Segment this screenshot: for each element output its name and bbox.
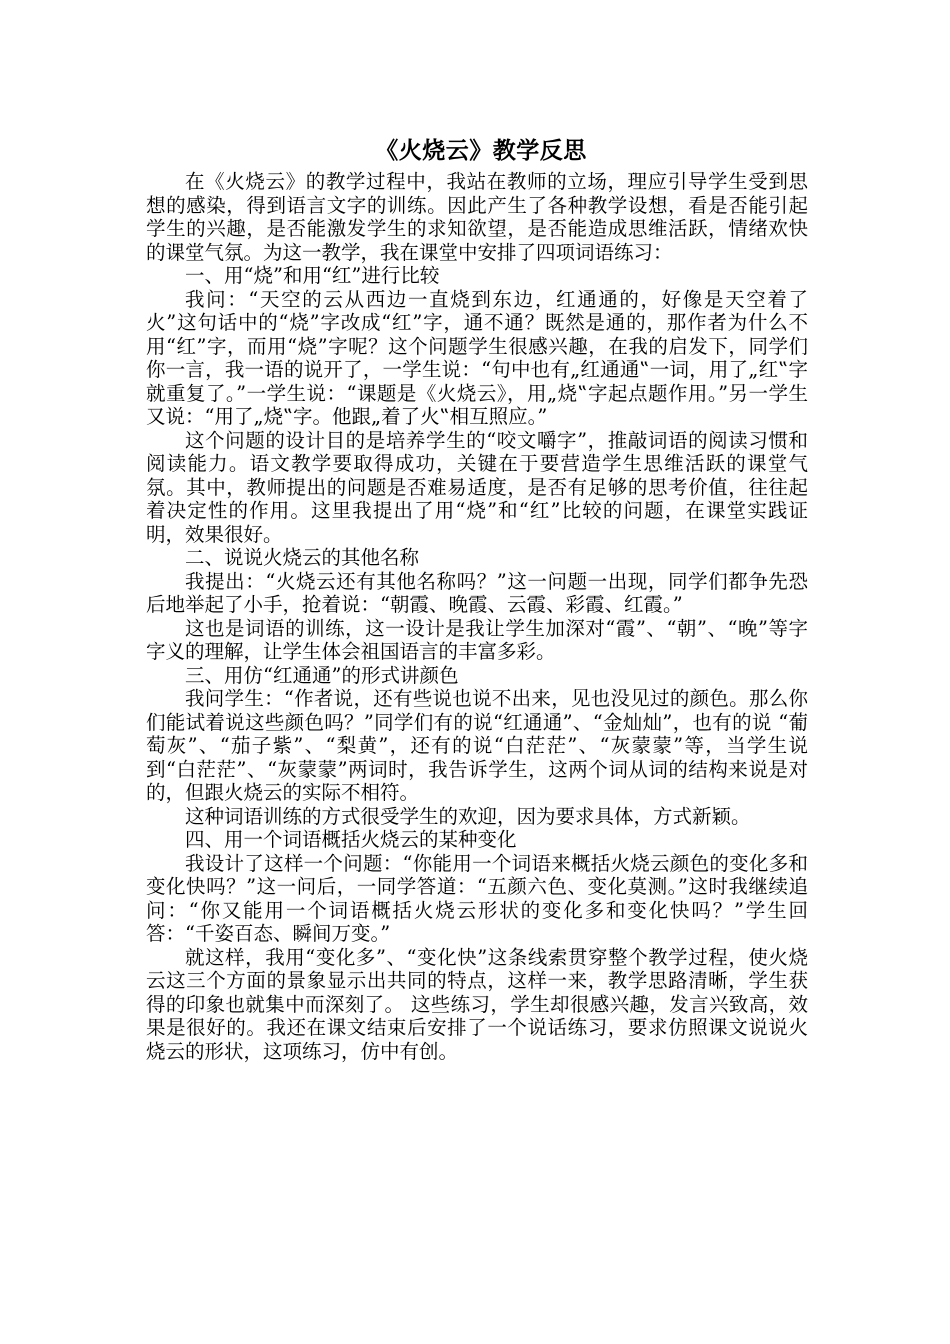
paragraph: 我问：“天空的云从西边一直烧到东边，红通通的，好像是天空着了火”这句话中的“烧”字改成“红”字，通不通？既然是通的，那作者为什么不用“红”字，而用“烧”字呢？这个问题学生很感兴趣，在我的启发下，同学们你一言，我一语的说开了，一学生说：“句中也有„红通通‟一词，用了„红‟字就重复了。”一学生说：“课题是《火烧云》，用„烧‟字起点题作用。”另一学生又说：“用了„烧‟字。他跟„着了火‟相互照应。”: [146, 287, 808, 428]
section-heading-4: 四、用一个词语概括火烧云的某种变化: [185, 828, 517, 851]
document-page: [146, 132, 808, 1063]
paragraph-intro: 在《火烧云》的教学过程中，我站在教师的立场，理应引导学生受到思想的感染，得到语言文字的训练。因此产生了各种教学设想，看是否能引起学生的兴趣，是否能激发学生的求知欲望，是否能造成思维活跃，情绪欢快的课堂气氛。为这一教学，我在课堂中安排了四项词语练习：: [146, 170, 808, 264]
paragraph: 我设计了这样一个问题：“你能用一个词语来概括火烧云颜色的变化多和变化快吗？”这一问后，一同学答道：“五颜六色、变化莫测。”这时我继续追问：“你又能用一个词语概括火烧云形状的变化多和变化快吗？”学生回答：“千姿百态、瞬间万变。”: [146, 851, 808, 945]
paragraph: 这种词语训练的方式很受学生的欢迎，因为要求具体，方式新颖。: [185, 804, 751, 828]
section-heading-2: 二、说说火烧云的其他名称: [185, 546, 420, 569]
paragraph-conclusion: 就这样，我用“变化多”、“变化快”这条线索贯穿整个教学过程，使火烧云这三个方面的景象显示出共同的特点，这样一来，教学思路清晰，学生获得的印象也就集中而深刻了。 这些练习，学生却很感兴趣，发言兴致高，效果是很好的。我还在课文结束后安排了一个说话练习，要求仿照课文说说火烧云的形状，这项练习，仿中有创。: [146, 945, 808, 1063]
paragraph: 这个问题的设计目的是培养学生的“咬文嚼字”，推敲词语的阅读习惯和阅读能力。语文教学要取得成功，关键在于要营造学生思维活跃的课堂气氛。其中，教师提出的问题是否难易适度，是否有足够的思考价值，往往起着决定性的作用。这里我提出了用“烧”和“红”比较的问题，在课堂实践证明，效果很好。: [146, 428, 808, 546]
paragraph: 我提出：“火烧云还有其他名称吗？”这一问题一出现，同学们都争先恐后地举起了小手，抢着说：“朝霞、晚霞、云霞、彩霞、红霞。”: [146, 569, 808, 616]
paragraph: 这也是词语的训练，这一设计是我让学生加深对“霞”、“朝”、“晚”等字字义的理解，让学生体会祖国语言的丰富多彩。: [146, 616, 808, 663]
section-heading-1: 一、用“烧”和用“红”进行比较: [185, 264, 440, 287]
section-heading-3: 三、用仿“红通通”的形式讲颜色: [185, 663, 459, 687]
document-title: 《火烧云》教学反思: [375, 137, 587, 164]
paragraph: 我问学生：“作者说，还有些说也说不出来，见也没见过的颜色。那么你们能试着说这些颜色吗？”同学们有的说“红通通”、“金灿灿”，也有的说 “葡萄灰”、“茄子紫”、“梨黄”，还有的说“白茫茫”、“灰蒙蒙”等，当学生说到“白茫茫”、“灰蒙蒙”两词时，我告诉学生，这两个词从词的结构来说是对的，但跟火烧云的实际不相符。: [146, 687, 808, 804]
